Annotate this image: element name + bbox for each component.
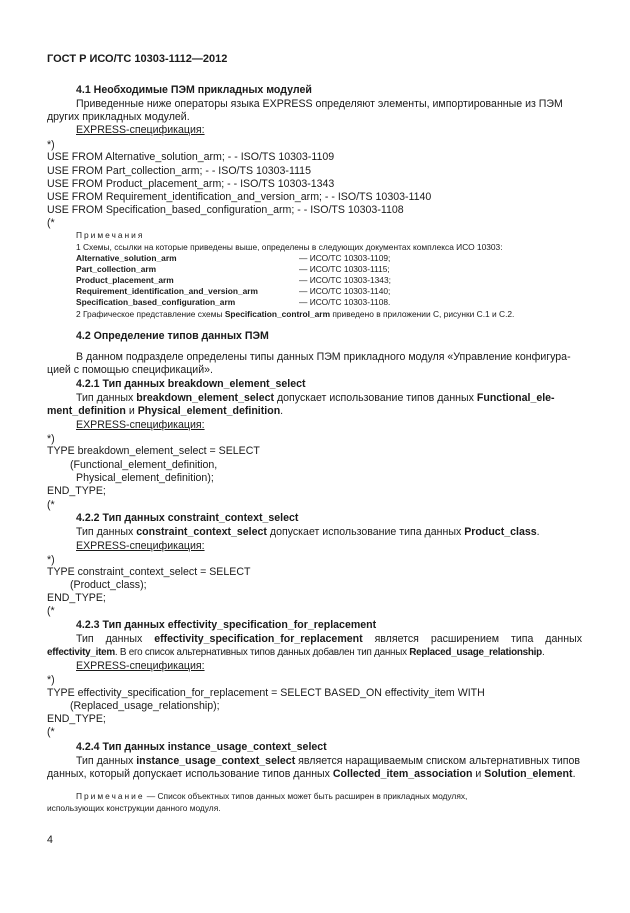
code-line: END_TYPE; [47,713,106,725]
code-line: (Replaced_usage_relationship); [70,700,220,712]
section-4-2-4-note-line2: использующих конструкции данного модуля. [47,803,221,813]
code-line: (* [47,726,55,738]
express-spec-label: EXPRESS-спецификация: [76,419,205,431]
note-table-schema: Part_collection_arm [76,264,157,274]
section-4-2-intro-line1: В данном подразделе определены типы данных ПЭМ прикладного модуля «Управление конфигура- [76,351,571,363]
section-4-2-1-para-line1: Тип данных breakdown_element_select допускает использование типов данных Functional_ele- [76,392,555,404]
code-line: TYPE constraint_context_select = SELECT [47,566,251,578]
page-number: 4 [47,834,53,846]
code-line: Physical_element_definition); [76,472,214,484]
code-line: (* [47,499,55,511]
section-4-2-2-para: Тип данных constraint_context_select допускает использование типа данных Product_class. [76,526,540,538]
code-line: TYPE effectivity_specification_for_replacement = SELECT BASED_ON effectivity_item WITH [47,687,485,699]
code-line: *) [47,674,55,686]
express-spec-label: EXPRESS-спецификация: [76,124,205,136]
code-line: (* [47,605,55,617]
code-line: END_TYPE; [47,592,106,604]
code-line: USE FROM Specification_based_configuration_arm; - - ISO/TS 10303-1108 [47,204,404,216]
section-4-2-3-para-line2: effectivity_item. В его список альтернативных типов данных добавлен тип данных Replaced_usage_relationship. [47,647,545,658]
note-table-schema: Product_placement_arm [76,275,174,285]
section-4-2-2-title: 4.2.2 Тип данных constraint_context_select [76,512,299,524]
section-4-2-1-para-line2: ment_definition и Physical_element_definition. [47,405,284,417]
document-header: ГОСТ Р ИСО/ТС 10303-1112—2012 [47,53,228,65]
section-4-2-title: 4.2 Определение типов данных ПЭМ [76,330,269,342]
code-close: (* [47,217,55,229]
section-4-2-1-title: 4.2.1 Тип данных breakdown_element_select [76,378,306,390]
code-line: (Product_class); [70,579,147,591]
note-table-doc: — ИСО/ТС 10303-1115; [299,264,390,274]
code-line: USE FROM Alternative_solution_arm; - - ISO/TS 10303-1109 [47,151,335,163]
section-4-2-4-para-line1: Тип данных instance_usage_context_select является наращиваемым списком альтернативных типов [76,755,581,767]
code-line: END_TYPE; [47,485,106,497]
notes-heading: Примечания [76,230,145,240]
code-line: USE FROM Product_placement_arm; - - ISO/TS 10303-1343 [47,178,335,190]
note-table-schema: Specification_based_configuration_arm [76,297,236,307]
code-line: (Functional_element_definition, [70,459,218,471]
code-open: *) [47,139,55,151]
section-4-1-intro-line2: других прикладных модулей. [47,111,190,123]
note-table-schema: Requirement_identification_and_version_arm [76,286,258,296]
note-table-doc: — ИСО/ТС 10303-1108. [299,297,391,307]
express-spec-label: EXPRESS-спецификация: [76,540,205,552]
note-table-doc: — ИСО/ТС 10303-1140; [299,286,391,296]
section-4-2-intro-line2: цией с помощью спецификаций». [47,364,213,376]
section-4-2-4-title: 4.2.4 Тип данных instance_usage_context_select [76,741,327,753]
section-4-1-title: 4.1 Необходимые ПЭМ прикладных модулей [76,84,312,96]
section-4-2-4-note-line1: Примечание — Список объектных типов данных может быть расширен в прикладных модулях, [76,791,468,801]
section-4-1-intro-line1: Приведенные ниже операторы языка EXPRESS определяют элементы, импортированные из ПЭМ [76,98,563,110]
code-line: TYPE breakdown_element_select = SELECT [47,445,260,457]
code-line: USE FROM Requirement_identification_and_version_arm; - - ISO/TS 10303-1140 [47,191,432,203]
section-4-2-4-para-line2: данных, который допускает использование типов данных Collected_item_association и Solution_element. [47,768,576,780]
note-table-doc: — ИСО/ТС 10303-1343; [299,275,391,285]
section-4-2-3-para-line1: Тип данных effectivity_specification_for_replacement является расширением типа данных [76,633,582,645]
note-1: 1 Схемы, ссылки на которые приведены выше, определены в следующих документах комплекса ИСО 10303: [76,242,503,252]
note-table-schema: Alternative_solution_arm [76,253,177,263]
express-spec-label: EXPRESS-спецификация: [76,660,205,672]
note-2: 2 Графическое представление схемы Specification_control_arm приведено в приложении С, рисунки С.1 и С.2. [76,309,515,319]
code-line: USE FROM Part_collection_arm; - - ISO/TS 10303-1115 [47,165,311,177]
note-table-doc: — ИСО/ТС 10303-1109; [299,253,391,263]
code-line: *) [47,554,55,566]
code-line: *) [47,433,55,445]
section-4-2-3-title: 4.2.3 Тип данных effectivity_specification_for_replacement [76,619,377,631]
